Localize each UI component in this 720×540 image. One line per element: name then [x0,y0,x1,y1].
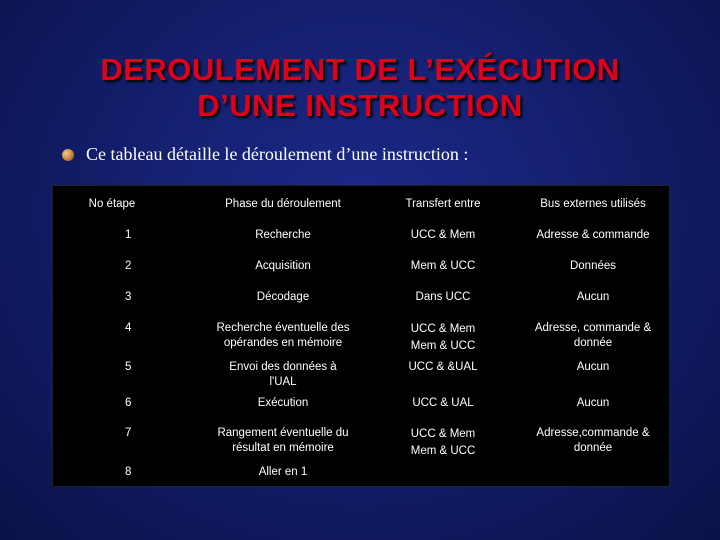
phase-cell [203,228,363,243]
bus-line: Adresse & commande [536,229,650,241]
bus-line: Adresse,commande & [536,427,650,439]
transfer-line: UCC & &UAL [408,361,478,373]
transfer-line: Mem & UCC [410,445,476,457]
bus-line: Aucun [576,397,610,409]
bus-line: donnée [573,442,613,454]
phase-line: l'UAL [269,376,297,388]
bus-line: Aucun [576,291,610,303]
step-number: 4 [125,322,132,334]
phase-cell [203,321,363,351]
transfer-line: UCC & UAL [412,397,474,409]
step-number: 8 [125,466,132,478]
phase-cell [203,426,363,456]
phase-cell [203,290,363,305]
step-number: 1 [125,229,132,241]
step-number: 5 [125,361,132,373]
phase-line: Acquisition [255,260,311,272]
bullet-icon [62,149,74,161]
bus-cell [518,396,668,411]
phase-cell [203,360,363,390]
phase-line: Recherche éventuelle des [216,322,350,334]
transfer-line: UCC & Mem [410,229,476,241]
header-phase: Phase du déroulement [225,198,341,210]
transfer-cell [383,228,503,243]
phase-cell [203,259,363,274]
transfer-cell [383,259,503,274]
phase-line: Aller en 1 [258,466,308,478]
bus-cell [518,259,668,274]
transfer-cell [383,290,503,305]
transfer-cell [383,360,503,375]
title-line-2: D’UNE INSTRUCTION [197,88,523,123]
phase-line: Décodage [256,291,310,303]
bus-cell [518,426,668,456]
phase-line: résultat en mémoire [232,442,334,454]
bus-line: Adresse, commande & [534,322,652,334]
bus-cell [518,228,668,243]
header-step: No étape [88,198,136,210]
intro-bullet-row [62,144,468,165]
title-line-1: DEROULEMENT DE L’EXÉCUTION [100,52,620,87]
transfer-line: UCC & Mem [410,323,476,335]
phase-cell [203,465,363,480]
transfer-line: Mem & UCC [410,260,476,272]
bus-line: Données [569,260,617,272]
bus-cell [518,321,668,351]
slide-title [0,52,720,124]
instruction-table [52,185,670,487]
header-transfer: Transfert entre [405,198,481,210]
transfer-line: Mem & UCC [410,340,476,352]
transfer-cell [383,426,503,460]
phase-cell [203,396,363,411]
intro-text: Ce tableau détaille le déroulement d’une instruction : [86,144,469,164]
header-bus: Bus externes utilisés [540,198,646,210]
bus-cell [518,290,668,305]
step-number: 2 [125,260,132,272]
phase-line: Rangement éventuelle du [217,427,349,439]
phase-line: opérandes en mémoire [223,337,343,349]
transfer-cell [383,396,503,411]
step-number: 3 [125,291,132,303]
bus-line: donnée [573,337,613,349]
phase-line: Exécution [257,397,309,409]
phase-line: Recherche [255,229,311,241]
step-number: 7 [125,427,132,439]
bus-line: Aucun [576,361,610,373]
phase-line: Envoi des données à [229,361,337,373]
bus-cell [518,360,668,375]
transfer-cell [383,321,503,355]
transfer-line: Dans UCC [415,291,471,303]
transfer-line: UCC & Mem [410,428,476,440]
step-number: 6 [125,397,132,409]
